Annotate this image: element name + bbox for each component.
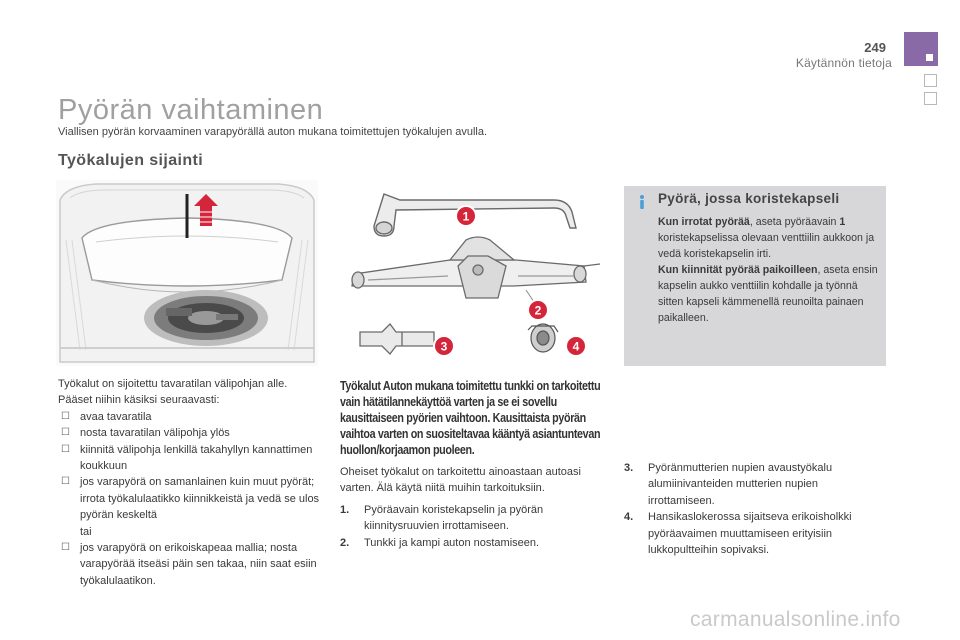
info-text: koristekapselissa olevaan venttiilin aukkoon ja vedä koristekapselin irti. bbox=[658, 232, 875, 260]
intro-line: Pääset niihin käsiksi seuraavasti: bbox=[58, 394, 220, 407]
svg-text:2: 2 bbox=[534, 303, 542, 318]
step-list bbox=[58, 409, 320, 524]
svg-text:1: 1 bbox=[462, 209, 470, 224]
list-item: ☐ jos varapyörä on erikoiskapeaa mallia; nosta varapyörää itseäsi päin sen takaa, niin saat esiin työkalulaatikon. bbox=[61, 542, 317, 587]
list-item: 1. Pyöräavain koristekapselin ja pyörän kiinnitysruuvien irrottamiseen. bbox=[340, 504, 544, 533]
watermark: carmanualsonline.info bbox=[690, 608, 901, 631]
list-item: ☐ nosta tavaratilan välipohja ylös bbox=[58, 425, 320, 441]
info-emphasis: Kun irrotat pyörää bbox=[658, 216, 750, 228]
bullet-icon: ☐ bbox=[61, 410, 70, 422]
jack-icon bbox=[352, 237, 600, 298]
list-item: 2. Tunkki ja kampi auton nostamiseen. bbox=[340, 536, 540, 549]
bullet-icon: ☐ bbox=[61, 427, 70, 439]
tools-description: Oheiset työkalut on tarkoitettu ainoastaan autoasi varten. Älä käytä niitä muihin tarkoituksiin. bbox=[340, 466, 581, 495]
info-text: , aseta pyöräavain bbox=[749, 216, 840, 228]
or-label: tai bbox=[80, 525, 92, 538]
tools-heading: Työkalut Auton mukana toimitettu tunkki on tarkoitettu vain hätätilannekäyttöä varten ja se ei sovellu kausittaiseen pyörien vaihtoon. Kausittaista pyörän vaihtoa varten on suositeltavaa kääntyä asiantuntevan huollon/korjaamon puoleen. bbox=[340, 379, 601, 457]
chapter-tab[interactable] bbox=[924, 92, 937, 105]
special-socket-icon bbox=[528, 324, 558, 352]
tools-list bbox=[624, 460, 886, 558]
list-item: ☐ kiinnitä välipohja lenkillä takahyllyn kannattimen koukkuun bbox=[61, 443, 313, 473]
cap-removal-tool-icon bbox=[360, 324, 434, 354]
callout-1-icon bbox=[456, 206, 476, 226]
section-name: Käytännön tietoja bbox=[795, 56, 892, 70]
intro-line: Työkalut on sijoitettu tavaratilan välipohjan alle. bbox=[58, 378, 288, 390]
info-text: , aseta ensin kapselin aukko venttiilin kohdalle ja työnnä sitten kapseli kämmenellä reunoilta painaen paikalleen. bbox=[658, 264, 878, 324]
tools-list bbox=[340, 502, 612, 551]
list-item: 4. Hansikaslokerossa sijaitseva erikoisholkki pyöräavaimen muuttamiseen erityisiin lukkopultteihin sopivaksi. bbox=[624, 511, 852, 557]
section-heading: Työkalujen sijainti bbox=[58, 152, 204, 169]
tools-illustration bbox=[338, 186, 610, 366]
tab-marker bbox=[926, 54, 933, 61]
bullet-icon: ☐ bbox=[61, 443, 70, 455]
callout-4-icon bbox=[566, 336, 586, 356]
info-icon bbox=[634, 194, 650, 210]
info-box-body bbox=[658, 214, 880, 326]
page-subtitle: Viallisen pyörän korvaaminen varapyörällä auton mukana toimitettujen työkalujen avulla. bbox=[58, 126, 488, 138]
step-list bbox=[58, 540, 320, 589]
bullet-icon: ☐ bbox=[61, 542, 70, 554]
info-box-title: Pyörä, jossa koristekapseli bbox=[658, 191, 840, 206]
svg-text:3: 3 bbox=[440, 339, 448, 354]
svg-text:4: 4 bbox=[572, 339, 580, 354]
info-box bbox=[624, 186, 886, 366]
callout-3-icon bbox=[434, 336, 454, 356]
list-item: ☐ avaa tavaratila bbox=[58, 409, 320, 425]
page-title: Pyörän vaihtaminen bbox=[58, 94, 324, 126]
info-emphasis: Kun kiinnität pyörää paikoilleen bbox=[658, 264, 818, 276]
info-ref-number: 1 bbox=[839, 216, 846, 228]
bullet-icon: ☐ bbox=[61, 476, 70, 488]
trunk-illustration bbox=[56, 180, 318, 366]
chapter-tab[interactable] bbox=[924, 74, 937, 87]
page-number: 249 bbox=[864, 40, 886, 55]
list-item: ☐ jos varapyörä on samanlainen kuin muut pyörät; irrota työkalulaatikko kiinnikkeistä ja vedä se ulos pyörän keskeltä bbox=[61, 476, 320, 522]
chapter-tab-active[interactable] bbox=[904, 32, 938, 66]
list-item: 3. Pyöränmutterien nupien avaustyökalu alumiinivanteiden mutterien nupien irrottamiseen. bbox=[624, 462, 833, 507]
intro-instructions bbox=[58, 376, 320, 589]
callout-2-icon bbox=[526, 290, 548, 320]
